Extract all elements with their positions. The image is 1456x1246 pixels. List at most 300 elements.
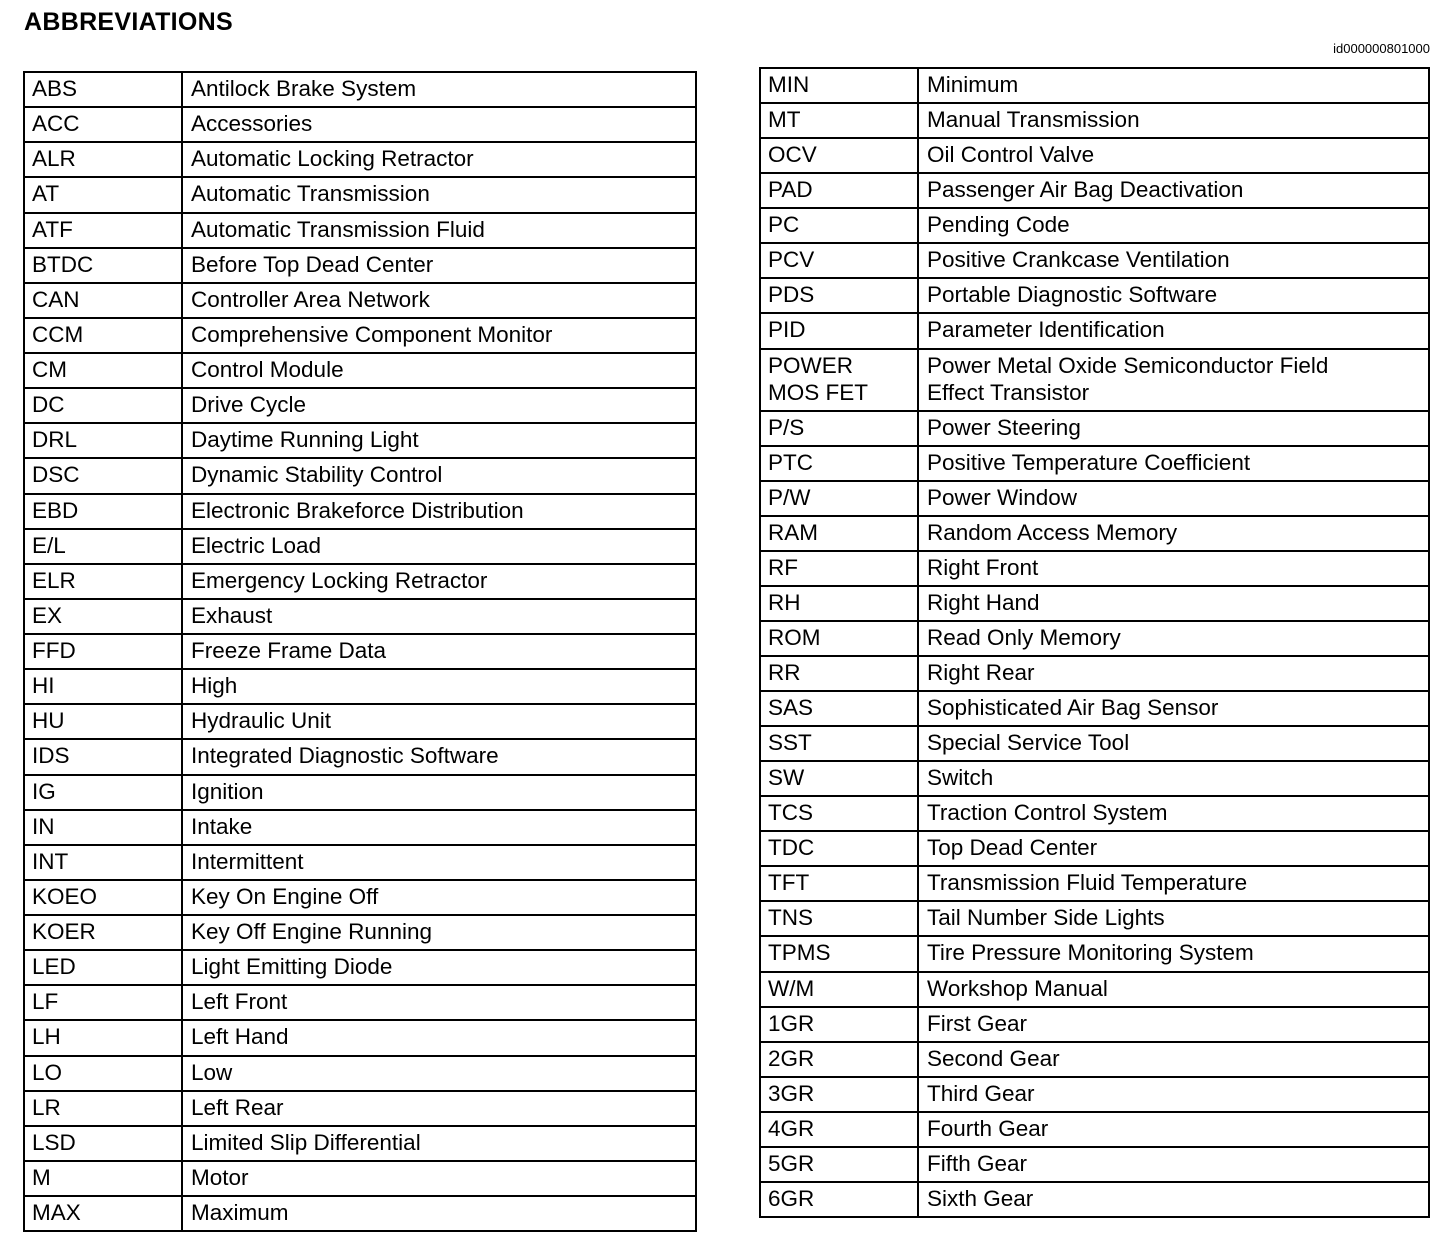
abbreviation-cell (760, 1182, 918, 1217)
meaning-text: Exhaust (191, 602, 273, 628)
abbreviation-cell (24, 458, 182, 493)
meaning-cell (918, 831, 1429, 866)
meaning-text: Right Hand (927, 589, 1040, 615)
meaning-cell (182, 142, 696, 177)
meaning-text: Comprehensive Component Monitor (191, 321, 553, 347)
meaning-cell (918, 866, 1429, 901)
abbreviation-text: M (32, 1164, 51, 1190)
abbreviation-text: 4GR (768, 1115, 815, 1141)
abbreviation-cell (760, 138, 918, 173)
abbreviation-text: ATF (32, 216, 73, 242)
meaning-text: Positive Crankcase Ventilation (927, 247, 1230, 273)
abbreviation-text: ACC (32, 111, 80, 137)
meaning-text: Sophisticated Air Bag Sensor (927, 695, 1219, 720)
table-row (24, 213, 696, 248)
abbreviation-cell (760, 1007, 918, 1042)
table-row (760, 173, 1429, 208)
meaning-text: Motor (191, 1164, 249, 1190)
meaning-cell (182, 353, 696, 388)
abbreviation-cell (760, 972, 918, 1007)
abbreviation-text: CAN (32, 286, 80, 312)
abbreviation-text: PC (768, 212, 800, 238)
meaning-text: Minimum (927, 72, 1019, 97)
abbreviation-text: MAX (32, 1200, 81, 1225)
meaning-text: Control Module (191, 357, 344, 382)
table-row (760, 796, 1429, 831)
abbreviation-text: RH (768, 589, 801, 615)
abbreviation-cell (24, 353, 182, 388)
abbreviation-text: RAM (768, 519, 818, 545)
abbreviation-text: 6GR (768, 1185, 815, 1211)
meaning-cell (918, 68, 1429, 103)
table-row (24, 775, 696, 810)
abbreviation-cell (760, 1112, 918, 1147)
abbreviation-cell (760, 68, 918, 103)
meaning-text: Random Access Memory (927, 519, 1178, 545)
meaning-text: Fourth Gear (927, 1115, 1049, 1141)
meaning-cell (918, 796, 1429, 831)
abbreviation-cell (24, 248, 182, 283)
meaning-cell (918, 551, 1429, 586)
meaning-text: Antilock Brake System (191, 76, 417, 101)
table-row (24, 423, 696, 458)
abbreviation-text: P/S (768, 414, 805, 440)
table-row (24, 142, 696, 177)
meaning-cell (918, 1112, 1429, 1147)
table-row (24, 353, 696, 388)
table-row (24, 72, 696, 107)
meaning-cell (182, 248, 696, 283)
table-row (24, 880, 696, 915)
abbreviation-cell (24, 1196, 182, 1231)
abbreviation-cell (760, 103, 918, 138)
meaning-text: Tail Number Side Lights (927, 905, 1165, 931)
abbreviation-text: LR (32, 1094, 61, 1120)
meaning-text: Parameter Identification (927, 317, 1165, 343)
meaning-cell (182, 1056, 696, 1091)
abbreviation-text: PID (768, 317, 806, 343)
meaning-text: Intake (191, 813, 253, 839)
abbreviation-cell (24, 1161, 182, 1196)
abbreviation-text: W/M (768, 975, 815, 1001)
meaning-cell (182, 1161, 696, 1196)
meaning-text: Manual Transmission (927, 107, 1140, 133)
table-row (24, 494, 696, 529)
abbreviation-cell (760, 516, 918, 551)
meaning-text: Power Window (927, 484, 1078, 510)
meaning-cell (182, 423, 696, 458)
abbreviation-cell (760, 936, 918, 971)
abbreviation-text: 5GR (768, 1150, 815, 1176)
abbreviation-text: PCV (768, 247, 815, 273)
meaning-text: Electronic Brakeforce Distribution (191, 497, 524, 523)
abbreviation-text: IG (32, 778, 56, 804)
abbreviation-cell (760, 446, 918, 481)
abbreviation-cell (24, 213, 182, 248)
meaning-text: Positive Temperature Coefficient (927, 449, 1251, 475)
meaning-cell (918, 656, 1429, 691)
table-row (24, 107, 696, 142)
meaning-text: Automatic Transmission Fluid (191, 216, 485, 242)
table-row (760, 481, 1429, 516)
page-title: ABBREVIATIONS (24, 8, 234, 36)
table-row (24, 950, 696, 985)
meaning-text: Workshop Manual (927, 975, 1108, 1001)
abbreviation-cell (760, 586, 918, 621)
meaning-cell (182, 283, 696, 318)
table-row (24, 529, 696, 564)
meaning-text: Left Rear (191, 1094, 284, 1120)
meaning-text: Tire Pressure Monitoring System (927, 940, 1254, 966)
meaning-cell (918, 103, 1429, 138)
meaning-cell (918, 1007, 1429, 1042)
meaning-text: Ignition (191, 778, 264, 804)
abbreviation-cell (760, 551, 918, 586)
abbreviation-text: 2GR (768, 1045, 815, 1071)
meaning-cell (918, 972, 1429, 1007)
meaning-text: Drive Cycle (191, 392, 307, 418)
abbreviation-cell (24, 1091, 182, 1126)
table-row (24, 1056, 696, 1091)
table-row (760, 243, 1429, 278)
meaning-text: Emergency Locking Retractor (191, 567, 488, 593)
meaning-cell (182, 845, 696, 880)
table-body-right (760, 68, 1429, 1217)
abbreviation-cell (24, 669, 182, 704)
abbreviation-text: 1GR (768, 1010, 815, 1036)
meaning-text: Passenger Air Bag Deactivation (927, 177, 1244, 203)
meaning-text: Traction Control System (927, 800, 1168, 826)
meaning-cell (918, 1042, 1429, 1077)
abbreviation-cell (24, 739, 182, 774)
table-row (24, 669, 696, 704)
meaning-cell (918, 313, 1429, 348)
meaning-cell (182, 739, 696, 774)
abbreviation-text: EX (32, 602, 63, 628)
abbreviation-text: ABS (32, 76, 78, 101)
abbreviation-cell (24, 142, 182, 177)
table-row (760, 691, 1429, 726)
abbreviation-text: KOEO (32, 883, 98, 909)
abbreviation-text: FFD (32, 638, 76, 663)
abbreviation-text: ALR (32, 146, 76, 172)
abbreviation-text: DRL (32, 427, 78, 453)
table-row (760, 68, 1429, 103)
abbreviation-cell (24, 177, 182, 212)
abbreviation-cell (24, 72, 182, 107)
meaning-cell (182, 1196, 696, 1231)
abbreviation-text: BTDC (32, 251, 94, 277)
abbreviation-text: RF (768, 554, 798, 580)
abbreviation-cell (24, 283, 182, 318)
abbreviation-text: LF (32, 989, 59, 1015)
meaning-cell (182, 950, 696, 985)
meaning-text: Right Rear (927, 659, 1035, 685)
abbreviation-cell (760, 656, 918, 691)
meaning-text: Third Gear (927, 1080, 1035, 1106)
abbreviation-text: RR (768, 659, 801, 685)
meaning-text: Switch (927, 765, 994, 791)
abbreviation-text: MT (768, 107, 801, 133)
abbreviation-cell (760, 411, 918, 446)
meaning-text: Left Hand (191, 1024, 289, 1050)
table-row (760, 313, 1429, 348)
abbreviation-cell (760, 866, 918, 901)
meaning-text: Read Only Memory (927, 624, 1121, 650)
abbreviation-cell (24, 1056, 182, 1091)
table-row (24, 634, 696, 669)
meaning-text: Left Front (191, 989, 288, 1015)
abbreviation-text: SW (768, 765, 805, 791)
abbreviation-cell (24, 564, 182, 599)
meaning-cell (918, 516, 1429, 551)
table-row (24, 985, 696, 1020)
meaning-cell (918, 726, 1429, 761)
abbreviation-cell (760, 313, 918, 348)
abbreviation-text: DC (32, 392, 65, 418)
meaning-cell (182, 810, 696, 845)
meaning-text: Pending Code (927, 212, 1070, 238)
meaning-text: Power Metal Oxide Semiconductor Field Effect Transistor (927, 352, 1329, 405)
abbreviation-text: PAD (768, 177, 813, 203)
meaning-text: Key On Engine Off (191, 883, 379, 909)
meaning-cell (182, 704, 696, 739)
abbreviation-text: LSD (32, 1129, 76, 1155)
abbreviation-text: HI (32, 673, 55, 699)
meaning-text: Top Dead Center (927, 835, 1098, 861)
abbreviation-text: ELR (32, 567, 76, 593)
table-row (24, 845, 696, 880)
abbreviation-text: MIN (768, 72, 810, 97)
meaning-cell (918, 349, 1429, 411)
abbreviation-cell (760, 278, 918, 313)
meaning-cell (182, 634, 696, 669)
meaning-text: High (191, 673, 238, 699)
abbreviation-text: HU (32, 708, 65, 734)
meaning-cell (182, 458, 696, 493)
meaning-cell (182, 669, 696, 704)
abbreviation-text: KOER (32, 919, 96, 944)
abbreviation-text: TFT (768, 870, 810, 896)
abbreviation-text: CM (32, 357, 67, 382)
meaning-text: Hydraulic Unit (191, 708, 332, 734)
table-row (760, 1042, 1429, 1077)
abbreviation-cell (24, 880, 182, 915)
table-row (760, 831, 1429, 866)
meaning-text: Oil Control Valve (927, 142, 1095, 168)
meaning-cell (918, 481, 1429, 516)
table-row (760, 551, 1429, 586)
meaning-cell (182, 72, 696, 107)
meaning-cell (182, 1126, 696, 1161)
abbreviation-cell (760, 481, 918, 516)
abbreviation-text: TNS (768, 905, 813, 931)
abbreviation-text: CCM (32, 321, 84, 347)
meaning-text: Intermittent (191, 848, 304, 874)
abbreviation-cell (760, 1077, 918, 1112)
table-row (760, 972, 1429, 1007)
abbreviation-cell (760, 349, 918, 411)
abbreviation-cell (24, 1126, 182, 1161)
table-row (760, 936, 1429, 971)
table-row (24, 1126, 696, 1161)
meaning-cell (918, 446, 1429, 481)
abbreviation-cell (760, 831, 918, 866)
abbreviation-text: TCS (768, 800, 813, 826)
table-row (24, 1196, 696, 1231)
table-row (760, 411, 1429, 446)
table-body-left (24, 72, 696, 1231)
meaning-text: Controller Area Network (191, 286, 430, 312)
abbreviation-text: SST (768, 730, 812, 756)
meaning-text: First Gear (927, 1010, 1028, 1036)
table-row (24, 177, 696, 212)
meaning-cell (182, 107, 696, 142)
meaning-cell (182, 494, 696, 529)
table-row (760, 516, 1429, 551)
meaning-cell (918, 621, 1429, 656)
meaning-text: Electric Load (191, 532, 322, 558)
meaning-cell (182, 985, 696, 1020)
abbreviation-cell (24, 985, 182, 1020)
table-row (760, 349, 1429, 411)
meaning-cell (182, 388, 696, 423)
meaning-text: Limited Slip Differential (191, 1129, 421, 1155)
table-row (760, 446, 1429, 481)
meaning-cell (918, 173, 1429, 208)
meaning-cell (182, 1091, 696, 1126)
meaning-cell (918, 208, 1429, 243)
table-row (24, 810, 696, 845)
table-row (24, 739, 696, 774)
table-row (24, 599, 696, 634)
abbreviation-cell (24, 388, 182, 423)
abbreviation-cell (760, 243, 918, 278)
abbreviation-cell (24, 1020, 182, 1055)
abbreviation-text: E/L (32, 532, 66, 558)
table-row (760, 103, 1429, 138)
abbreviation-text: ROM (768, 624, 821, 650)
meaning-text: Dynamic Stability Control (191, 462, 443, 488)
abbreviation-cell (24, 318, 182, 353)
abbreviation-text: EBD (32, 497, 79, 523)
table-row (24, 388, 696, 423)
meaning-cell (918, 761, 1429, 796)
table-row (760, 656, 1429, 691)
meaning-cell (918, 1147, 1429, 1182)
meaning-text: Special Service Tool (927, 730, 1130, 756)
table-row (760, 138, 1429, 173)
abbreviation-cell (24, 494, 182, 529)
meaning-cell (918, 1077, 1429, 1112)
table-row (760, 1007, 1429, 1042)
abbreviation-cell (760, 691, 918, 726)
abbreviation-cell (760, 1147, 918, 1182)
abbreviation-cell (24, 775, 182, 810)
abbreviation-text: TDC (768, 835, 815, 861)
table-row (760, 866, 1429, 901)
abbreviation-cell (24, 634, 182, 669)
meaning-text: Fifth Gear (927, 1150, 1028, 1176)
meaning-text: Freeze Frame Data (191, 638, 387, 663)
meaning-text: Maximum (191, 1200, 289, 1225)
abbreviation-text: 3GR (768, 1080, 815, 1106)
meaning-cell (182, 1020, 696, 1055)
abbreviation-cell (24, 529, 182, 564)
meaning-cell (918, 901, 1429, 936)
abbreviation-text: SAS (768, 695, 814, 720)
table-row (760, 1147, 1429, 1182)
table-row (760, 1112, 1429, 1147)
meaning-cell (918, 411, 1429, 446)
abbreviations-table-right (759, 67, 1430, 1218)
table-row (760, 1182, 1429, 1217)
meaning-cell (918, 936, 1429, 971)
meaning-cell (182, 880, 696, 915)
abbreviation-text: DSC (32, 462, 80, 488)
abbreviation-cell (760, 1042, 918, 1077)
meaning-cell (182, 599, 696, 634)
table-row (760, 761, 1429, 796)
meaning-cell (918, 243, 1429, 278)
abbreviation-text: TPMS (768, 940, 831, 966)
table-row (24, 915, 696, 950)
abbreviation-cell (24, 950, 182, 985)
meaning-cell (182, 564, 696, 599)
abbreviation-cell (760, 726, 918, 761)
table-row (24, 1020, 696, 1055)
table-row (24, 458, 696, 493)
abbreviation-text: IDS (32, 743, 70, 769)
table-row (24, 318, 696, 353)
abbreviation-cell (760, 173, 918, 208)
abbreviation-text: LED (32, 954, 76, 980)
abbreviation-cell (24, 810, 182, 845)
abbreviation-text: PDS (768, 282, 815, 308)
abbreviation-text: INT (32, 848, 69, 874)
meaning-cell (918, 691, 1429, 726)
table-row (760, 621, 1429, 656)
abbreviation-text: IN (32, 813, 55, 839)
abbreviation-text: LO (32, 1059, 63, 1085)
table-row (24, 283, 696, 318)
table-row (24, 1091, 696, 1126)
table-row (760, 278, 1429, 313)
abbreviation-cell (24, 704, 182, 739)
meaning-cell (182, 177, 696, 212)
meaning-text: Low (191, 1059, 233, 1085)
meaning-cell (182, 318, 696, 353)
abbreviation-cell (760, 621, 918, 656)
meaning-cell (182, 775, 696, 810)
abbreviation-cell (24, 107, 182, 142)
abbreviation-cell (24, 915, 182, 950)
table-row (760, 586, 1429, 621)
meaning-cell (918, 586, 1429, 621)
meaning-text: Second Gear (927, 1045, 1060, 1071)
abbreviation-text: OCV (768, 142, 817, 168)
meaning-text: Portable Diagnostic Software (927, 282, 1218, 308)
meaning-text: Key Off Engine Running (191, 919, 432, 944)
abbreviation-text: PTC (768, 449, 813, 475)
abbreviation-text: AT (32, 181, 60, 207)
meaning-cell (182, 915, 696, 950)
abbreviation-cell (760, 761, 918, 796)
abbreviation-text: P/W (768, 484, 811, 510)
table-row (24, 248, 696, 283)
abbreviation-text: LH (32, 1024, 61, 1050)
table-row (760, 726, 1429, 761)
